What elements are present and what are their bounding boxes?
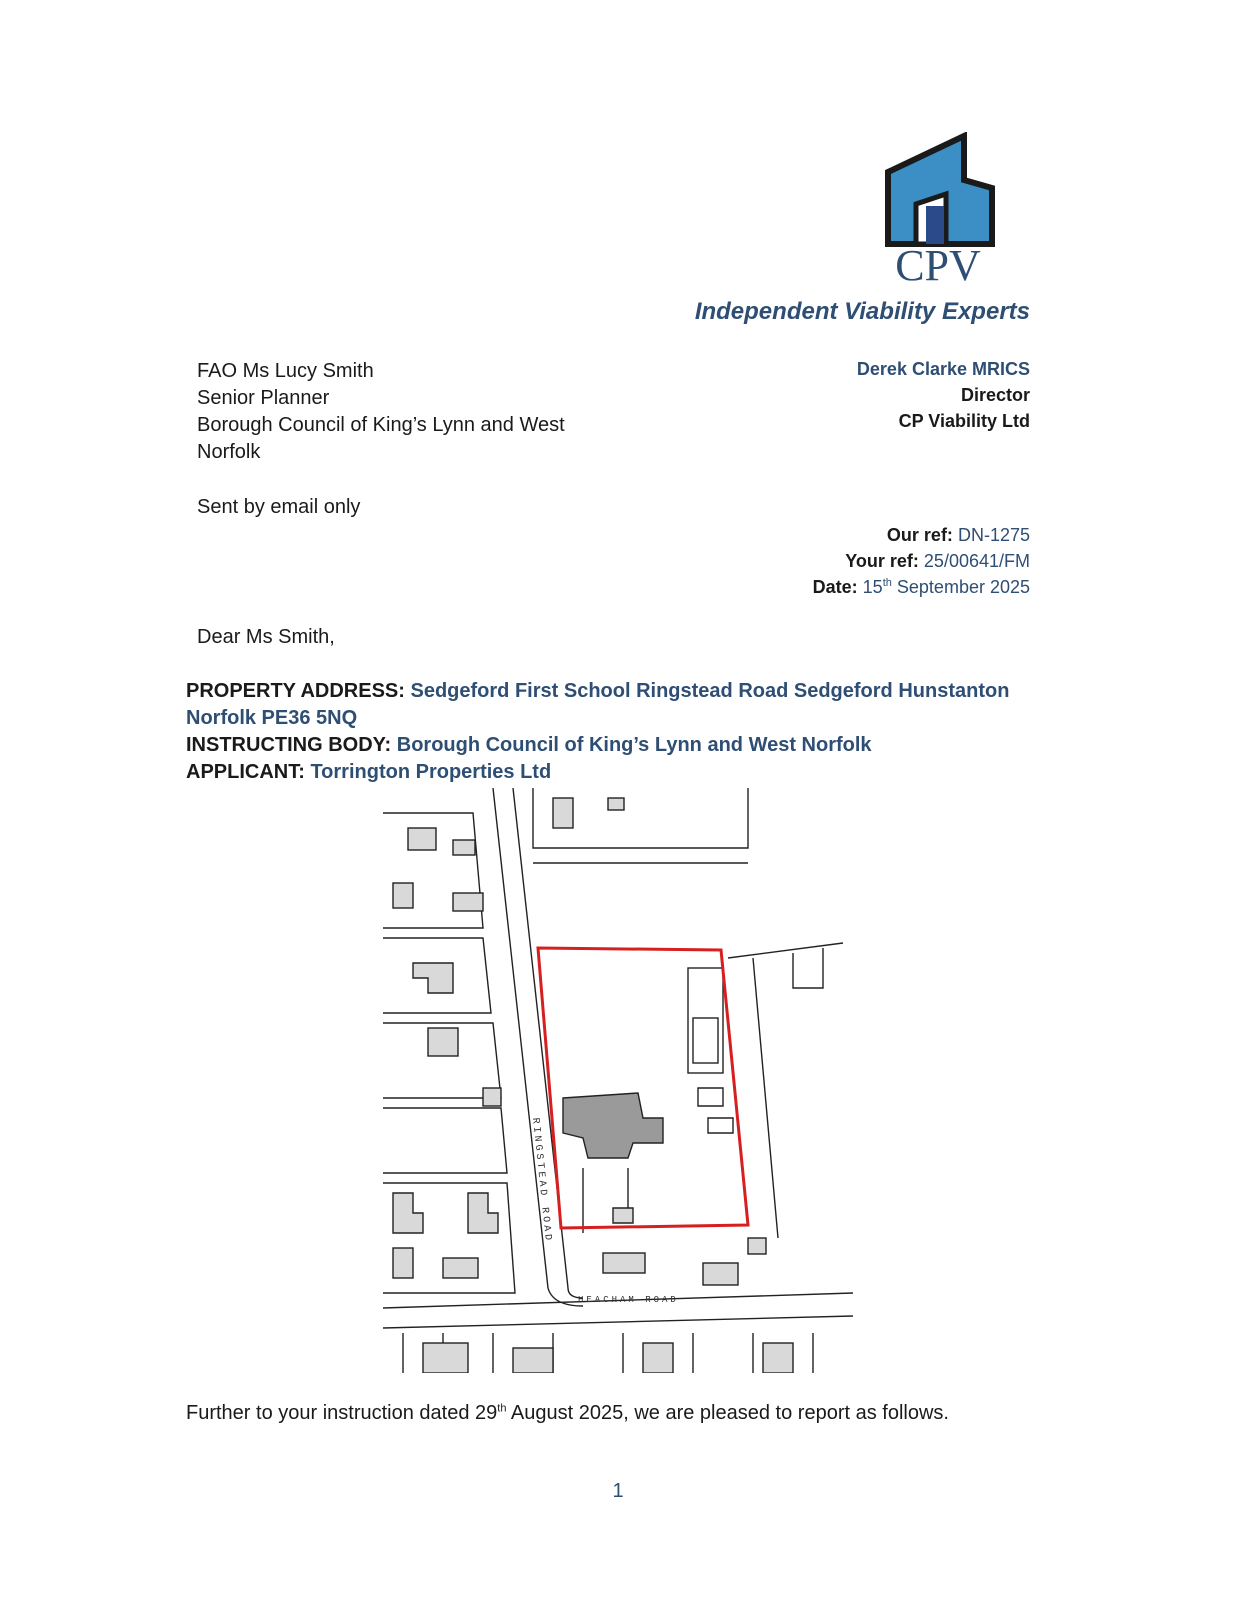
- your-ref-value: 25/00641/FM: [923, 551, 1030, 571]
- instructing-body-row: [186, 732, 1056, 759]
- date-label: Date:: [812, 577, 858, 597]
- intro-suffix: th: [497, 1402, 507, 1415]
- logo-text: CPV: [895, 241, 981, 287]
- date-value: [863, 577, 1030, 597]
- page-number: 1: [612, 1480, 624, 1502]
- applicant-label: APPLICANT:: [186, 761, 305, 783]
- intro-paragraph: [186, 1402, 949, 1425]
- sender-block: [857, 356, 1030, 434]
- date-row: [813, 574, 1030, 600]
- salutation: Dear Ms Smith,: [197, 626, 335, 648]
- site-location-map: [383, 788, 853, 1373]
- intro-after: August 2025, we are pleased to report as follows.: [506, 1402, 949, 1424]
- sender-name: Derek Clarke MRICS: [856, 359, 1030, 379]
- applicant-row: [186, 759, 1056, 786]
- applicant-value: Torrington Properties Ltd: [310, 761, 552, 783]
- your-ref-label: Your ref:: [845, 551, 919, 571]
- your-ref-row: [813, 548, 1030, 574]
- date-rest: September 2025: [896, 577, 1030, 597]
- company-logo: [880, 132, 1010, 287]
- intro-before: Further to your instruction dated 29: [186, 1402, 498, 1424]
- our-ref-value: DN-1275: [957, 525, 1030, 545]
- subject-block: [186, 678, 1056, 786]
- our-ref-label: Our ref:: [886, 525, 953, 545]
- instructing-body-value: Borough Council of King’s Lynn and West Norfolk: [396, 734, 872, 756]
- our-ref-row: [813, 522, 1030, 548]
- instructing-body-label: INSTRUCTING BODY:: [186, 734, 392, 756]
- sender-title: Director: [960, 385, 1030, 405]
- logo-tagline: Independent Viability Experts: [694, 298, 1030, 325]
- recipient-line-1: FAO Ms Lucy Smith: [197, 360, 374, 382]
- heacham-road-label: HEACHAM ROAD: [578, 1295, 679, 1305]
- recipient-address: [197, 358, 597, 466]
- recipient-line-3: Borough Council of King’s Lynn and West Norfolk: [197, 414, 565, 463]
- property-address-row: [186, 678, 1056, 732]
- date-suffix: th: [882, 577, 892, 589]
- property-address-value: Sedgeford First School Ringstead Road Sedgeford Hunstanton Norfolk PE36 5NQ: [186, 680, 1010, 729]
- reference-block: [813, 522, 1030, 600]
- ringstead-road-label: RINGSTEAD ROAD: [529, 1117, 554, 1244]
- sender-company: CP Viability Ltd: [898, 411, 1030, 431]
- delivery-note: Sent by email only: [197, 496, 361, 518]
- property-address-label: PROPERTY ADDRESS:: [186, 680, 405, 702]
- date-day: 15: [862, 577, 883, 597]
- recipient-line-2: Senior Planner: [197, 387, 330, 409]
